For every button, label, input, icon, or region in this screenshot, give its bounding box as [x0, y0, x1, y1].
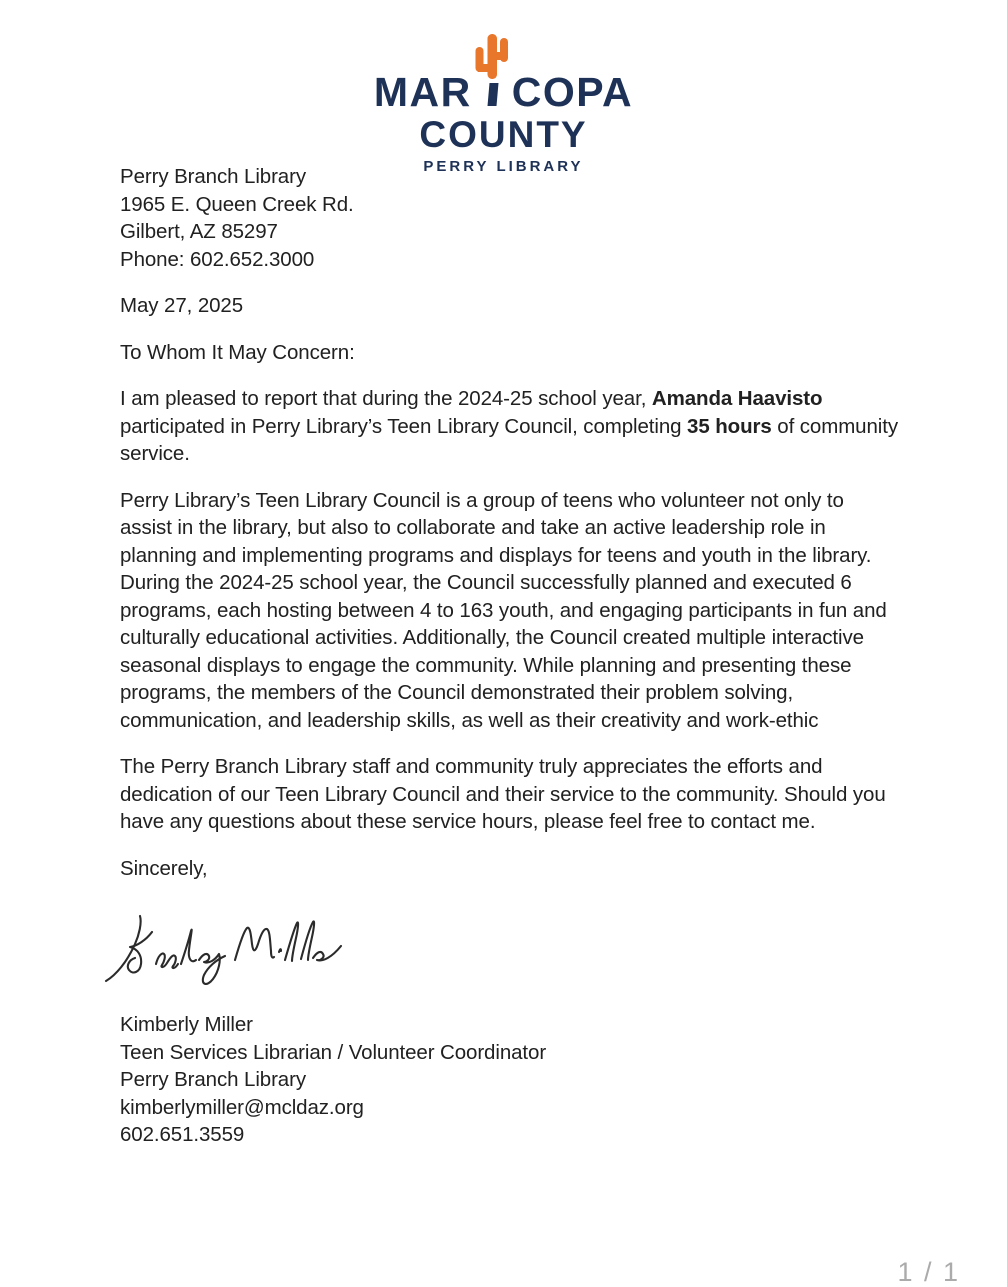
- paragraph-3: The Perry Branch Library staff and community truly appreciates the efforts and dedication of our Teen Library Council and their service to the community. Should you have any questions about these service hours, please feel free to contact me.: [120, 755, 886, 833]
- sender-street: 1965 E. Queen Creek Rd.: [120, 192, 354, 216]
- letter-content: [120, 163, 898, 1149]
- sender-city: Gilbert, AZ 85297: [120, 220, 278, 243]
- sender-phone: Phone: 602.652.3000: [120, 247, 315, 271]
- signoff-name: Kimberly Miller: [120, 1013, 253, 1036]
- signoff-title: Teen Services Librarian / Volunteer Coordinator: [120, 1040, 547, 1064]
- logo-perry-library: PERRY LIBRARY: [423, 158, 584, 175]
- logo-word-copa: COPA: [511, 69, 634, 115]
- paragraph-1: [120, 385, 898, 468]
- cactus-icon: [475, 34, 509, 106]
- paragraph-2: Perry Library’s Teen Library Council is a group of teens who volunteer not only to assist in the library, but also to collaborate and take an active leadership role in planning and implementing programs and displays for teens and youth in the library. During the 2024-25 school year, the Council successfully planned and executed 6 programs, each hosting between 4 to 163 youth, and engaging participants in fun and culturally educational activities. Additionally, the Council created multiple interactive seasonal displays to engage the community. While planning and presenting these programs, the members of the Council demonstrated their problem solving, communication, and leadership skills, as well as their creativity and work-ethic: [120, 488, 887, 732]
- letter-date: May 27, 2025: [120, 294, 244, 317]
- service-hours: 35 hours: [687, 414, 772, 438]
- logo-wordmark: [0, 34, 1007, 113]
- logo-word-mar: MAR: [373, 69, 472, 115]
- closing: Sincerely,: [120, 856, 208, 880]
- signoff-block: [120, 1011, 898, 1149]
- sender-address: [120, 163, 898, 273]
- signature-kimberly-miller-icon: [102, 901, 352, 997]
- signoff-library: Perry Branch Library: [120, 1068, 306, 1091]
- p1-text-before: I am pleased to report that during the 2024-25 school year,: [120, 387, 652, 410]
- maricopa-county-logo: [0, 34, 1007, 174]
- p1-text-after: of community service.: [120, 414, 898, 465]
- salutation: To Whom It May Concern:: [120, 340, 355, 364]
- handwritten-signature: [102, 901, 898, 997]
- sender-name: Perry Branch Library: [120, 165, 306, 188]
- page-indicator: 1 / 1: [897, 1257, 960, 1287]
- student-name: Amanda Haavisto: [651, 387, 823, 410]
- p1-text-middle: participated in Perry Library’s Teen Library Council, completing: [120, 414, 688, 438]
- logo-county: COUNTY: [419, 114, 588, 155]
- signoff-email: kimberlymiller@mcldaz.org: [120, 1095, 364, 1119]
- signoff-phone: 602.651.3559: [120, 1123, 245, 1146]
